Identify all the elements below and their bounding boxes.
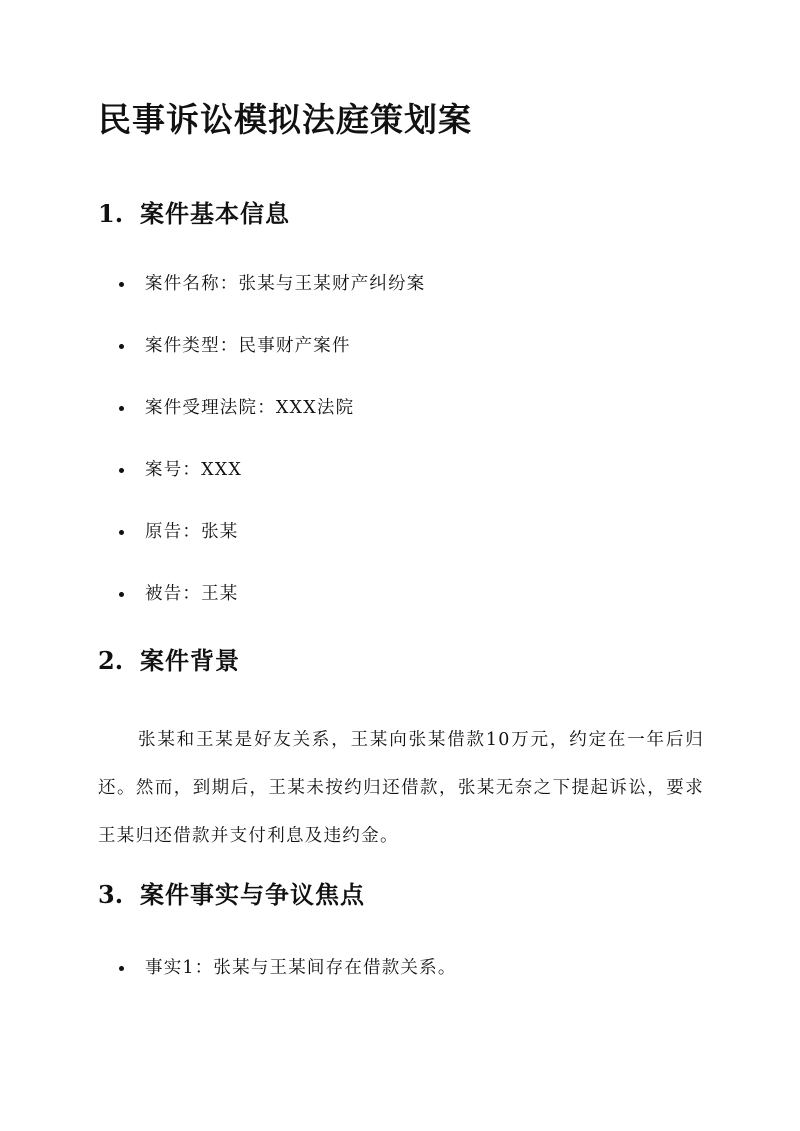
section-number: 1. [98,199,124,228]
section-number: 3. [98,880,124,909]
list-item-text: 案件名称：张某与王某财产纠纷案 [145,274,426,294]
bullet-icon [119,406,124,411]
bullet-icon [119,344,124,349]
list-item-text: 事实1：张某与王某间存在借款关系。 [145,958,457,978]
list-item-text: 案件受理法院：XXX法院 [145,398,355,418]
bullet-icon [119,530,124,535]
list-item-text: 原告：张某 [145,522,239,542]
section-title: 案件事实与争议焦点 [140,880,365,909]
list-item-text: 被告：王某 [145,584,239,604]
section-heading-background [98,645,240,677]
section-heading-facts [98,879,365,911]
section-number: 2. [98,646,124,675]
section-title: 案件背景 [140,646,240,675]
bullet-icon [119,468,124,473]
background-paragraph: 张某和王某是好友关系，王某向张某借款10万元，约定在一年后归还。然而，到期后，王某未按约归还借款，张某无奈之下提起诉讼，要求王某归还借款并支付利息及违约金。 [98,730,704,846]
bullet-icon [119,966,124,971]
bullet-icon [119,592,124,597]
section-heading-basic-info [98,198,290,230]
list-item-text: 案件类型：民事财产案件 [145,336,351,356]
list-item-text: 案号：XXX [145,460,243,480]
bullet-icon [119,282,124,287]
section-title: 案件基本信息 [140,199,290,228]
document-title: 民事诉讼模拟法庭策划案 [98,100,472,139]
